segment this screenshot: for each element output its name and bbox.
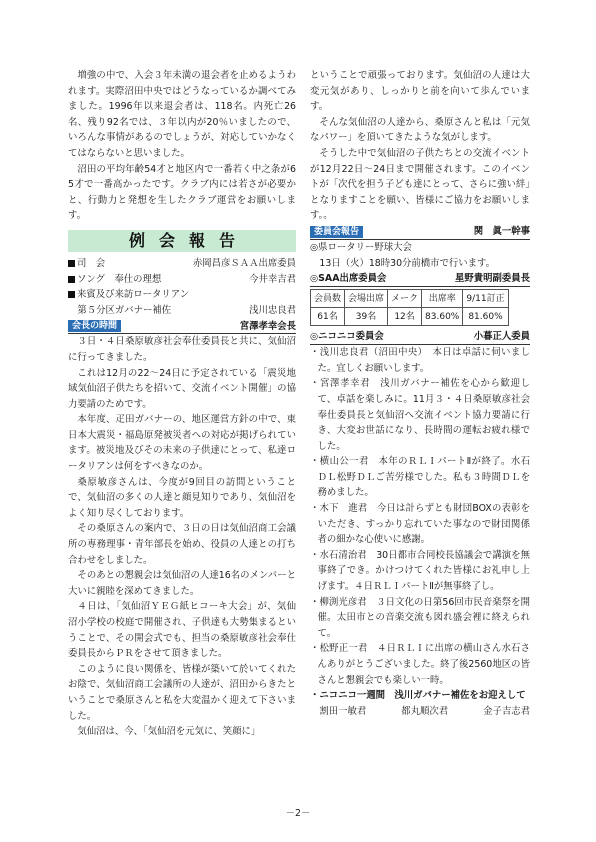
president-time-header: [68, 319, 296, 334]
meeting-report-banner: [68, 230, 296, 252]
role-value: 赤岡昌彦ＳＡＡ出席委員: [192, 257, 296, 269]
niko-header: [310, 330, 530, 345]
guest-title: 第５分区ガバナー補佐: [77, 304, 172, 316]
attendance-value-cell: 61名: [311, 308, 345, 326]
intro-paragraph-1: 増強の中で、入会３年未満の退会者を止めるようわれます。実際沼田中央ではどうなっているか調べてみました。1996年以来退会者は、118名。内死亡26名、残り92名では、３年以内が20％いましたので、いろんな事情があるのでしょうが、対応していかなくてはならないと思いました。: [68, 70, 296, 159]
square-bullet-icon: [68, 260, 75, 267]
role-label: 司 会: [77, 257, 106, 269]
committee-report-tag: 委員会報告: [310, 226, 363, 238]
role-label: 来賓及び来訪ロータリアン: [77, 289, 190, 301]
saa-name: 星野貴明副委員長: [454, 273, 530, 285]
guest-name: 浅川忠良君: [249, 304, 296, 316]
niko-item: ・水石清治君 30日都市合同校長協議会で講演を無事終了でき。かけつけてくれた皆様にお礼申し上げます。４日ＲＬＩパートⅡが無事終了し。: [310, 549, 530, 593]
attendance-header-cell: 会員数: [311, 290, 345, 308]
niko-name: 小暮正人委員: [473, 331, 530, 343]
president-paragraph: 桑原敏彦さんは、今度が9回目の訪問ということで、気仙沼の多くの人達と顔見知りであり、気仙沼をよく知り尽くしております。: [68, 476, 296, 519]
attendance-header-cell: メーク: [388, 290, 422, 308]
guest-line: [68, 303, 296, 319]
president-name: 宮澤孝幸会長: [239, 320, 296, 332]
attendance-table: [310, 289, 509, 326]
attendance-header-cell: 出席率: [422, 290, 463, 308]
right-column: [310, 68, 530, 719]
niko-item: ・松野正一君 ４日ＲＬＩに出席の横山さん水石さんありがとうございました。終了後2560地区の皆さんと懇親会でも楽しい一時。: [310, 643, 530, 686]
attendance-value-cell: 83.60%: [422, 308, 463, 326]
saa-header: [310, 272, 530, 287]
attendance-value-cell: 39名: [345, 308, 388, 326]
saa-title: ◎SAA出席委員会: [310, 273, 387, 285]
baseball-heading: ◎県ロータリー野球大会: [310, 241, 412, 253]
attendance-value-cell: 12名: [388, 308, 422, 326]
niko-week-heading: ・ニコニコ一週間 浅川ガバナー補佐をお迎えして: [310, 690, 526, 702]
continued-paragraph: ということで頑張っております。気仙沼の人達は大変元気があり、しっかりと前を向いて歩んでいます。: [310, 70, 530, 113]
niko-item: ・横山公一君 本年のＲＬＩパートⅡが終了。水石ＤＬ松野ＤＬご苦労様でした。私も３時間ＤＬを務めました。: [310, 456, 530, 499]
committee-secretary: 関 眞一幹事: [473, 226, 530, 238]
role-value: 今井幸吉君: [249, 273, 296, 285]
page-number: －2－: [285, 808, 311, 819]
president-paragraph: これは12月の22～24日に予定されている「震災地域気仙沼子供たちを招いて、交流イベント開催」の協力要請のためです。: [68, 367, 296, 410]
niko-item: ・宮澤孝幸君 浅川ガバナー補佐を心から歓迎して、卓話を楽しみに。11月３・４日桑原敏彦社会奉仕委員長と気仙沼へ交流イベント協力要請に行き、大変お世話になり、長時間の運転お疲れ様でした。: [310, 378, 530, 452]
president-paragraph: このように良い関係を、皆様が築いて於いてくれたお陰で、気仙沼商工会議所の人達が、沼田からきたということで桑原さんと私を大変温かく迎えて下さいました。: [68, 663, 296, 722]
president-time-tag: 会長の時間: [68, 320, 121, 332]
role-line-guests: [68, 287, 296, 303]
niko-item: ・浅川忠良君（沼田中央） 本日は卓話に伺いました。宜しくお願いします。: [310, 347, 530, 374]
niko-week-names: [310, 704, 530, 720]
week-name: 都丸順次君: [401, 705, 449, 717]
week-name: 金子吉志君: [483, 705, 530, 717]
president-paragraph: ３日・４日桑原敏彦社会奉仕委員長と共に、気仙沼に行ってきました。: [68, 336, 296, 363]
niko-item: ・柳渕光彦君 ３日文化の日第56回市民音楽祭を開催。太田市との音楽交流も図れ盛会裡に終えられて。: [310, 596, 530, 639]
role-label: ソング 奉仕の理想: [77, 273, 162, 285]
right-paragraph: そうした中で気仙沼の子供たちとの交流イベントが12月22日～24日まで開催されます。このイベントが「次代を担う子ども達にとって、さらに強い絆」となりますことを願い、皆様にご協力をお願いします。。: [310, 147, 530, 222]
niko-title: ◎ニコニコ委員会: [310, 331, 384, 343]
banner-title: 例会報告: [128, 231, 249, 251]
intro-paragraph-2: 沼田の平均年齢54才と地区内で一番若く中之条が65才で一番高かったです。クラブ内には若さが必要かと、行動力と発想を生したクラブ運営をお願いします。: [68, 163, 296, 222]
baseball-body: 13日（火）18時30分前橋市で行います。: [319, 257, 496, 269]
right-paragraph: そんな気仙沼の人達から、桑原さんと私は「元気なパワー」を頂いてきたような気がします。: [310, 116, 530, 144]
left-column: [68, 68, 296, 740]
square-bullet-icon: [68, 291, 75, 298]
niko-item: ・木下 進君 今日は計らずとも財団BOXの表彰をいただき、すっかり忘れていた事なので財団関係者の細かな心使いに感謝。: [310, 503, 530, 546]
president-paragraph: 気仙沼は、今、「気仙沼を元気に、笑顔に」: [77, 726, 261, 738]
attendance-value-row: [311, 308, 509, 326]
attendance-header-cell: 9/11訂正: [463, 290, 508, 308]
role-line-chair: [68, 256, 296, 272]
week-name: 割田一敏君: [319, 705, 367, 717]
president-paragraph: ４日は、「気仙沼ＹＥＧ紙ヒコーキ大会」が、気仙沼小学校の校庭で開催され、子供達も大勢集まるということで、その開会式でも、担当の桑原敏彦社会奉仕委員長からＰＲをさせて頂きました。: [68, 601, 296, 660]
square-bullet-icon: [68, 276, 75, 283]
committee-report-header: [310, 225, 530, 240]
role-line-song: [68, 272, 296, 288]
president-paragraph: その桑原さんの案内で、３日の日は気仙沼商工会議所の専務理事・青年部長を始め、役員の人達との打ち合わせをしました。: [68, 523, 296, 566]
president-paragraph: 本年度、疋田ガバナーの、地区運営方針の中で、東日本大震災・福島原発被災者への対応が掲げられています。被災地及びその未来の子供達にとって、私達ロータリアンは何をすべきなのか。: [68, 414, 296, 473]
attendance-header-row: [311, 290, 509, 308]
president-paragraph: そのあとの懇親会は気仙沼の人達16名のメンバーと大いに親睦を深めてきました。: [68, 570, 296, 597]
attendance-value-cell: 81.60%: [463, 308, 508, 326]
attendance-header-cell: 会場出席: [345, 290, 388, 308]
